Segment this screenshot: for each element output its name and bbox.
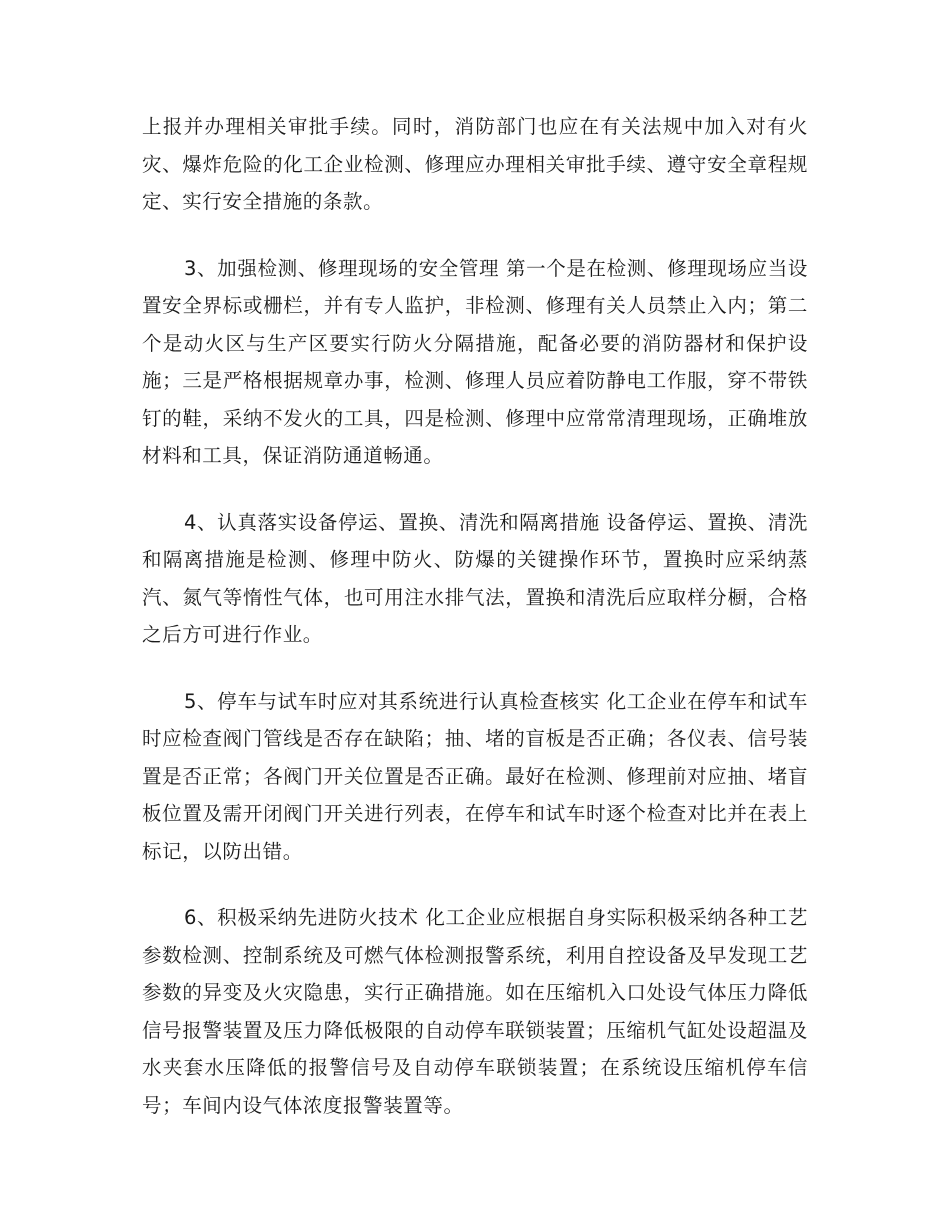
document-body (142, 108, 808, 1153)
paragraph-3-site-safety: 3、加强检测、修理现场的安全管理 第一个是在检测、修理现场应当设置安全界标或栅栏，并有专人监护，非检测、修理有关人员禁止入内；第二个是动火区与生产区要实行防火分隔措施，配备必要的消防器材和保护设施；三是严格根据规章办事，检测、修理人员应着防静电工作服，穿不带铁钉的鞋，采纳不发火的工具，四是检测、修理中应常常清理现场，正确堆放材料和工具，保证消防通道畅通。 (142, 256, 808, 467)
paragraph-5-shutdown-inspection: 5、停车与试车时应对其系统进行认真检查核实 化工企业在停车和试车时应检查阀门管线是否存在缺陷；抽、堵的盲板是否正确；各仪表、信号装置是否正常；各阀门开关位置是否正确。最好在检测、修理前对应抽、堵盲板位置及需开闭阀门开关进行列表，在停车和试车时逐个检查对比并在表上标记，以防出错。 (142, 689, 808, 863)
paragraph-continuation: 上报并办理相关审批手续。同时，消防部门也应在有关法规中加入对有火灾、爆炸危险的化工企业检测、修理应办理相关审批手续、遵守安全章程规定、实行安全措施的条款。 (142, 115, 808, 213)
paragraph-6-fire-technology: 6、积极采纳先进防火技术 化工企业应根据自身实际积极采纳各种工艺参数检测、控制系统及可燃气体检测报警系统，利用自控设备及早发现工艺参数的异变及火灾隐患，实行正确措施。如在压缩机入口处设气体压力降低信号报警装置及压力降低极限的自动停车联锁装置；压缩机气缸处设超温及水夹套水压降低的报警信号及自动停车联锁装置；在系统设压缩机停车信号；车间内设气体浓度报警装置等。 (142, 906, 808, 1117)
paragraph-4-equipment-isolation: 4、认真落实设备停运、置换、清洗和隔离措施 设备停运、置换、清洗和隔离措施是检测、修理中防火、防爆的关键操作环节，置换时应采纳蒸汽、氮气等惰性气体，也可用注水排气法，置换和清洗后应取样分橱，合格之后方可进行作业。 (142, 510, 808, 646)
